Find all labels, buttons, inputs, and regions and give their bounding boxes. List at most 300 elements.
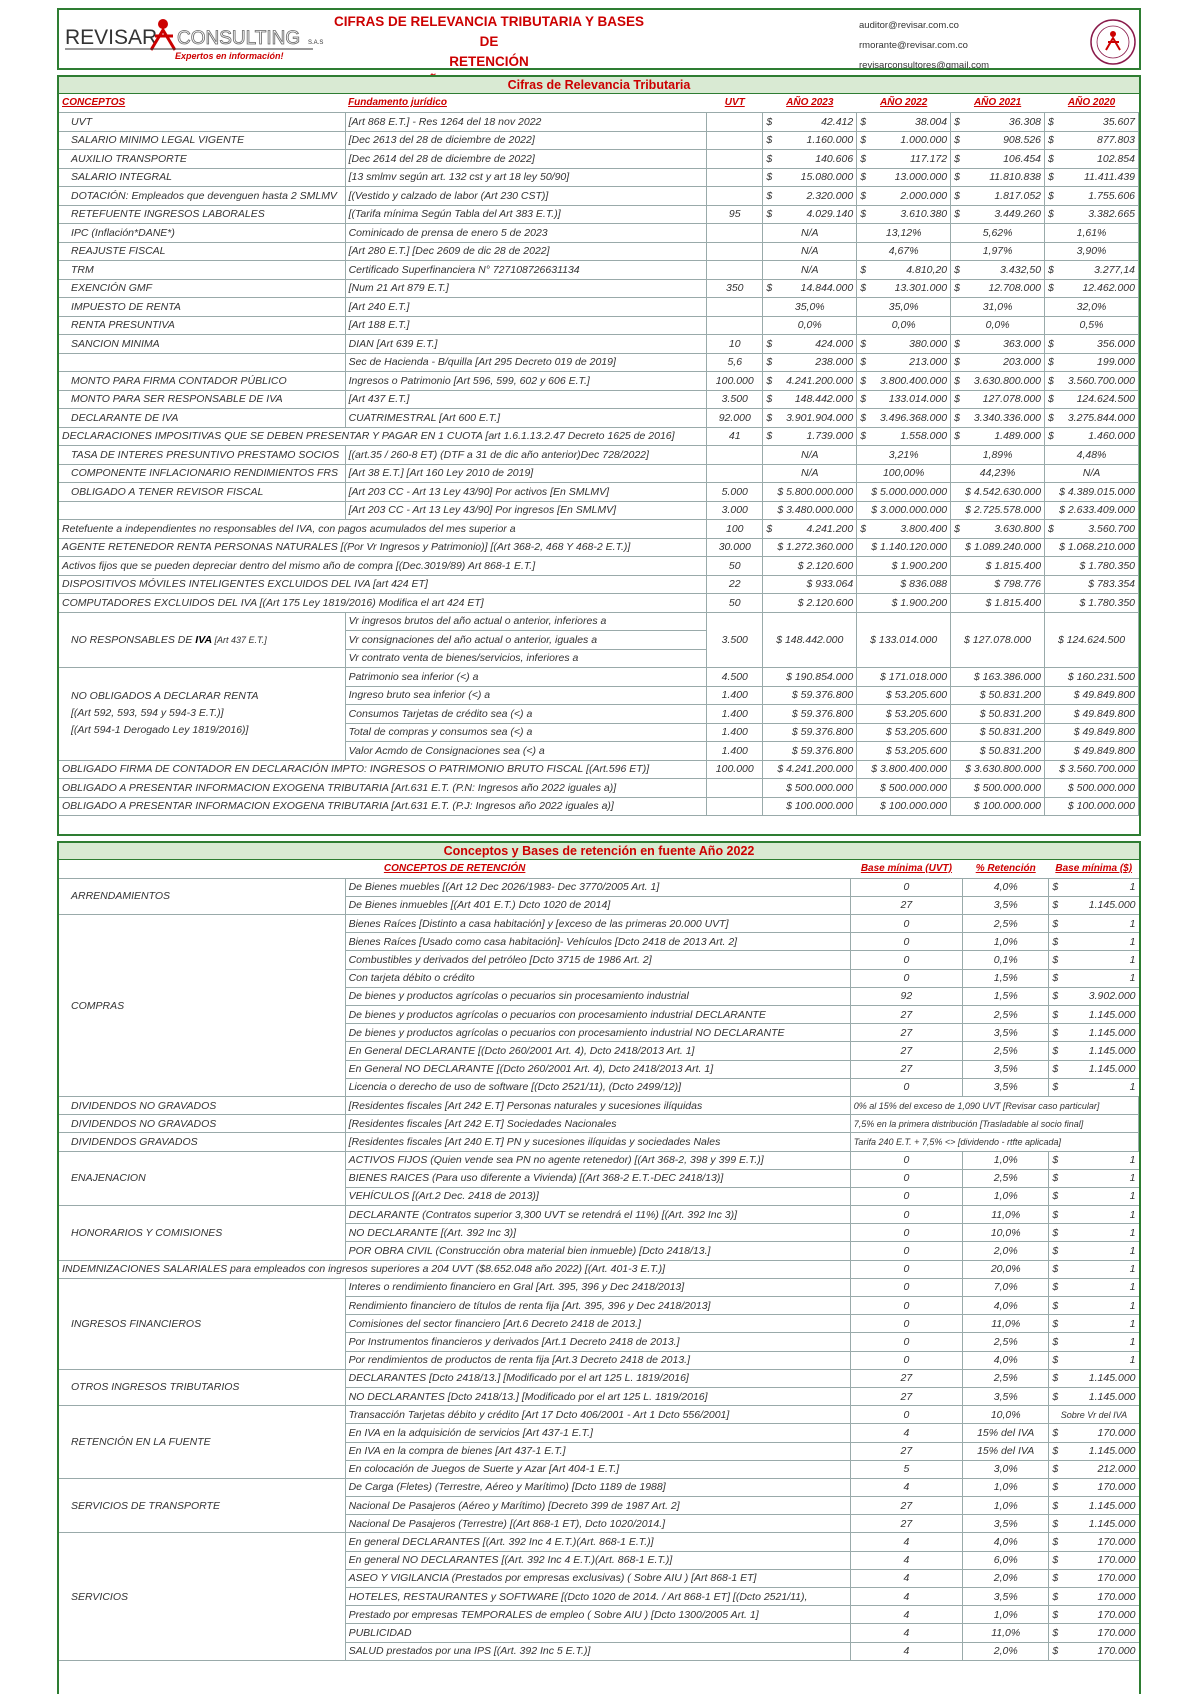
currency-symbol: $ [1052,1190,1059,1203]
base-uvt-cell: 0 [850,933,962,951]
base-pesos-cell [1049,1533,1139,1551]
year-value-cell [951,113,1045,132]
currency-symbol: $ [954,189,960,202]
base-uvt-cell: 0 [850,951,962,969]
table-row [59,205,1139,224]
table-row [59,446,1139,465]
uvt-cell: 92.000 [707,409,763,428]
currency-symbol: $ [1052,990,1059,1003]
section-cifras [57,75,1141,836]
year-value-cell: 3,90% [1045,242,1139,261]
currency-symbol: $ [1048,337,1054,350]
concept-cell: Retefuente a independientes no responsables del IVA, con pagos acumulados del mes superior a [59,520,707,539]
retention-concept-cell: Con tarjeta débito o crédito [345,969,850,987]
retention-rate-cell: 1,0% [963,1478,1049,1496]
concept-cell: SALARIO INTEGRAL [59,168,345,187]
year-value-cell: $ 1.140.120.000 [857,538,951,557]
year-value-cell: 0,5% [1045,316,1139,335]
cell-value: 1.145.000 [1088,1026,1136,1039]
retention-concept-cell: En general NO DECLARANTES [(Art. 392 Inc 4 E.T.)(Art. 868-1 E.T.)] [345,1551,850,1569]
currency-symbol: $ [1052,1554,1059,1567]
year-value-cell: $ 133.014.000 [857,612,951,668]
legal-basis-cell: [Art 38 E.T.] [Art 160 Ley 2010 de 2019] [345,464,707,483]
year-value-cell [763,187,857,206]
currency-symbol: $ [766,171,773,184]
cell-value: 4.241.200.000 [786,374,854,387]
base-uvt-cell: 4 [850,1533,962,1551]
concept-cell: DECLARACIONES IMPOSITIVAS QUE SE DEBEN PRESENTAR Y PAGAR EN 1 CUOTA [art 1.6.1.13.2.47 Decreto 1625 de 2016] [59,427,707,446]
uvt-cell [707,316,763,335]
column-header: Base mínima (UVT) [850,860,962,878]
retention-rate-cell: 10,0% [963,1406,1049,1424]
concept-cell: COMPUTADORES EXCLUIDOS DEL IVA [(Art 175 Ley 1819/2016) Modifica el art 424 ET] [59,594,707,613]
cell-value: 3.382.665 [1088,208,1135,221]
year-value-cell [951,205,1045,224]
year-value-cell: $ 4.389.015.000 [1045,483,1139,502]
retention-concept-cell: NO DECLARANTE [(Art. 392 Inc 3)] [345,1224,850,1242]
base-pesos-cell [1049,1060,1139,1078]
currency-symbol: $ [766,152,773,165]
base-uvt-cell: 27 [850,1024,962,1042]
retention-concept-cell: De bienes y productos agrícolas o pecuarios sin procesamiento industrial [345,987,850,1005]
cell-value: 1.145.000 [1088,1499,1136,1512]
currency-symbol: $ [1052,1154,1059,1167]
cell-value: 11.810.838 [989,171,1042,184]
table-row [59,390,1139,409]
retention-concept-cell: Rendimiento financiero de títulos de renta fija [Art. 395, 396 y Dec 2418/2013] [345,1297,850,1315]
year-value-cell: $ 124.624.500 [1045,612,1139,668]
year-value-cell: 0,0% [857,316,951,335]
year-value-cell: $ 4.542.630.000 [951,483,1045,502]
year-value-cell [951,261,1045,280]
cell-value: 148.442.000 [794,393,854,406]
currency-symbol: $ [1052,935,1059,948]
currency-symbol: $ [954,393,960,406]
year-value-cell [951,409,1045,428]
currency-symbol: $ [1052,1245,1059,1258]
table-row [59,501,1139,520]
concept-cell: RENTA PRESUNTIVA [59,316,345,335]
year-value-cell [857,279,951,298]
condition-cell: Patrimonio sea inferior (<) a [345,668,707,687]
currency-symbol: $ [1052,1081,1059,1094]
section-retencion-title: Conceptos y Bases de retención en fuente Año 2022 [59,843,1139,860]
table-row [59,150,1139,169]
year-value-cell [951,520,1045,539]
uvt-cell: 3.000 [707,501,763,520]
uvt-cell: 30.000 [707,538,763,557]
year-value-cell: $ 500.000.000 [1045,779,1139,798]
cell-value: 42.412 [821,115,854,128]
base-pesos-cell [1049,1169,1139,1187]
currency-symbol: $ [1048,208,1054,221]
base-pesos-cell [1049,1151,1139,1169]
column-header: UVT [707,94,763,113]
year-value-cell: 5,62% [951,224,1045,243]
table-row [59,335,1139,354]
year-value-cell: $ 53.205.600 [857,705,951,724]
uvt-cell [707,187,763,206]
year-value-cell [857,372,951,391]
cell-value: 13.000.000 [894,171,948,184]
year-value-cell [1045,113,1139,132]
legal-basis-cell: Certificado Superfinanciera N° 727108726631134 [345,261,707,280]
cell-value: 1 [1129,935,1136,948]
cell-value: 117.172 [909,152,948,165]
uvt-cell: 10 [707,335,763,354]
retention-rate-cell: 4,0% [963,1351,1049,1369]
currency-symbol: $ [766,134,773,147]
year-value-cell: 100,00% [857,464,951,483]
legal-basis-cell: [(Tarifa mínima Según Tabla del Art 383 E.T.)] [345,205,707,224]
concept-group-label: ENAJENACION [59,1151,345,1206]
year-value-cell: N/A [763,224,857,243]
contact-email-3[interactable]: revisarconsultores@gmail.com [859,60,990,71]
year-value-cell: $ 1.089.240.000 [951,538,1045,557]
table-row [59,1096,1139,1114]
year-value-cell: $ 1.900.200 [857,557,951,576]
currency-symbol: $ [766,337,773,350]
cell-value: 106.454 [1003,152,1042,165]
retention-rate-cell: 6,0% [963,1551,1049,1569]
table-row [59,298,1139,317]
year-value-cell: $ 933.064 [763,575,857,594]
year-value-cell: $ 2.120.600 [763,557,857,576]
base-uvt-cell: 0 [850,1224,962,1242]
year-value-cell: $ 53.205.600 [857,686,951,705]
year-value-cell: $ 783.354 [1045,575,1139,594]
currency-symbol: $ [766,393,773,406]
cell-value: 170.000 [1097,1426,1136,1439]
currency-symbol: $ [1052,1536,1059,1549]
base-uvt-cell: 0 [850,1078,962,1096]
currency-symbol: $ [860,522,867,535]
condition-cell: Total de compras y consumos sea (<) a [345,723,707,742]
cell-value: 1.145.000 [1088,1372,1136,1385]
year-value-cell [1045,131,1139,150]
currency-symbol: $ [766,411,773,424]
year-value-cell: $ 3.000.000.000 [857,501,951,520]
base-pesos-cell [1049,915,1139,933]
retencion-table [59,860,1139,1661]
cell-value: 199.000 [1097,356,1135,369]
cell-value: 1.817.052 [994,189,1042,202]
table-row [59,353,1139,372]
table-row [59,1115,1139,1133]
legal-basis-cell: [(art.35 / 260-8 ET) (DTF a 31 de dic año anterior)Dec 728/2022] [345,446,707,465]
year-value-cell: $ 2.633.409.000 [1045,501,1139,520]
cell-value: 1.145.000 [1088,1063,1136,1076]
retention-rate-cell: 3,5% [963,1060,1049,1078]
condition-cell: Consumos Tarjetas de crédito sea (<) a [345,705,707,724]
cell-value: 12.462.000 [1082,282,1135,295]
label-bold: IVA [195,633,213,646]
table-row [59,1533,1139,1551]
year-value-cell: 3,21% [857,446,951,465]
cell-value: 363.000 [1003,337,1042,350]
retention-rate-cell: 2,0% [963,1642,1049,1660]
table-row [59,1133,1139,1151]
retention-rate-cell: 1,0% [963,1151,1049,1169]
base-uvt-cell: 0 [850,969,962,987]
cell-value: 1 [1129,1263,1136,1276]
uvt-cell [707,224,763,243]
retention-concept-cell: Por Instrumentos financieros y derivados [Art.1 Decreto 2418 de 2013.] [345,1333,850,1351]
retention-note-cell: Tarifa 240 E.T. + 7,5% <> [dividendo - rtfte aplicada] [850,1133,1138,1151]
cell-value: 170.000 [1097,1608,1136,1621]
retention-concept-cell: DECLARANTE (Contratos superior 3,300 UVT se retendrá el 11%) [(Art. 392 Inc 3)] [345,1206,850,1224]
uvt-cell: 3.500 [707,612,763,668]
table-row [59,372,1139,391]
base-uvt-cell: 0 [850,1169,962,1187]
currency-symbol: $ [1048,356,1054,369]
year-value-cell: $ 1.780.350 [1045,557,1139,576]
cell-value: 1.160.000 [806,134,854,147]
currency-symbol: $ [1052,1463,1059,1476]
currency-symbol: $ [1052,1044,1059,1057]
year-value-cell [763,113,857,132]
currency-symbol: $ [1052,1626,1059,1639]
table-row [59,779,1139,798]
year-value-cell: $ 160.231.500 [1045,668,1139,687]
cell-value: 1.145.000 [1088,1445,1136,1458]
year-value-cell [1045,409,1139,428]
cell-value: 1 [1129,1190,1136,1203]
contact-email-1[interactable]: auditor@revisar.com.co [859,20,959,31]
retention-concept-cell: De Bienes muebles [(Art 12 Dec 2026/1983- Dec 3770/2005 Art. 1] [345,878,850,896]
cell-value: 4.029.140 [806,208,854,221]
base-pesos-cell [1049,1606,1139,1624]
currency-symbol: $ [1052,899,1059,912]
uvt-cell: 5,6 [707,353,763,372]
legal-basis-cell: [Num 21 Art 879 E.T.] [345,279,707,298]
retention-rate-cell: 7,0% [963,1278,1049,1296]
currency-symbol: $ [1052,1517,1059,1530]
retention-rate-cell: 15% del IVA [963,1424,1049,1442]
currency-symbol: $ [860,337,867,350]
legal-basis-cell: [(Vestido y calzado de labor (Art 230 CST)] [345,187,707,206]
cell-value: 877.803 [1097,134,1135,147]
base-uvt-cell: 27 [850,1042,962,1060]
contact-email-2[interactable]: rmorante@revisar.com.co [859,40,968,51]
currency-symbol: $ [1052,1608,1059,1621]
column-header: Base mínima ($) [1049,860,1139,878]
retention-concept-cell: Combustibles y derivados del petróleo [Dcto 3715 de 1986 Art. 2] [345,951,850,969]
retention-concept-cell: Nacional De Pasajeros (Aéreo y Marítimo) [Decreto 399 de 1987 Art. 2] [345,1497,850,1515]
year-value-cell [763,372,857,391]
year-value-cell: $ 163.386.000 [951,668,1045,687]
retention-rate-cell: 11,0% [963,1315,1049,1333]
table-row [59,878,1139,896]
table-row [59,427,1139,446]
cell-value: 424.000 [815,337,854,350]
cell-value: 356.000 [1097,337,1135,350]
year-value-cell: $ 3.480.000.000 [763,501,857,520]
year-value-cell [763,131,857,150]
cell-value: 238.000 [815,356,854,369]
currency-symbol: $ [860,356,867,369]
concept-cell: AGENTE RETENEDOR RENTA PERSONAS NATURALES [(Por Vr Ingresos y Patrimonio)] [(Art 368-2, 468 Y 468-2 E.T.)] [59,538,707,557]
cell-value: 203.000 [1003,356,1042,369]
retention-rate-cell: 15% del IVA [963,1442,1049,1460]
currency-symbol: $ [954,374,960,387]
currency-symbol: $ [954,208,960,221]
currency-symbol: $ [1052,1281,1059,1294]
year-value-cell: 4,67% [857,242,951,261]
base-pesos-cell [1049,1206,1139,1224]
currency-symbol: $ [860,189,867,202]
year-value-cell: $ 3.800.400.000 [857,760,951,779]
cell-value: 212.000 [1097,1463,1136,1476]
no-responsables-row [59,612,1139,631]
base-uvt-cell: 0 [850,1260,962,1278]
uvt-cell: 1.400 [707,705,763,724]
currency-symbol: $ [1052,1354,1059,1367]
base-uvt-cell: 27 [850,1497,962,1515]
concept-group-label: INGRESOS FINANCIEROS [59,1278,345,1369]
retention-rate-cell: 3,5% [963,1387,1049,1405]
currency-symbol: $ [1052,1481,1059,1494]
currency-symbol: $ [954,134,960,147]
retention-rate-cell: 2,5% [963,1369,1049,1387]
year-value-cell [857,390,951,409]
table-row [59,168,1139,187]
currency-symbol: $ [1052,1172,1059,1185]
retention-concept-cell: De bienes y productos agrícolas o pecuarios con procesamiento industrial DECLARANTE [345,1006,850,1024]
year-value-cell [857,205,951,224]
cell-value: 140.606 [815,152,854,165]
year-value-cell: $ 100.000.000 [857,797,951,816]
year-value-cell [1045,427,1139,446]
retention-concept-cell: En General NO DECLARANTE [(Dcto 260/2001 Art. 4), Dcto 2418/2013 Art. 1] [345,1060,850,1078]
svg-text:CONSULTING: CONSULTING [177,28,301,49]
year-value-cell [857,150,951,169]
currency-symbol: $ [1052,1008,1059,1021]
year-value-cell [857,261,951,280]
table-row [59,797,1139,816]
cell-value: 3.496.368.000 [879,411,948,424]
cell-value: 4.241.200 [806,522,854,535]
year-value-cell: 32,0% [1045,298,1139,317]
year-value-cell: $ 2.725.578.000 [951,501,1045,520]
currency-symbol: $ [766,282,773,295]
retention-concept-cell: BIENES RAICES (Para uso diferente a Vivienda) [(Art 368-2 E.T.-DEC 2418/13)] [345,1169,850,1187]
cell-value: 124.624.500 [1076,393,1135,406]
concept-cell: SALARIO MINIMO LEGAL VIGENTE [59,131,345,150]
year-value-cell: $ 53.205.600 [857,742,951,761]
uvt-cell: 4.500 [707,668,763,687]
concept-group-label: COMPRAS [59,915,345,1097]
legal-basis-cell: [Art 188 E.T.] [345,316,707,335]
retention-rate-cell: 10,0% [963,1224,1049,1242]
currency-symbol: $ [954,171,960,184]
uvt-cell: 1.400 [707,723,763,742]
svg-text:S.A.S: S.A.S [308,40,324,46]
year-value-cell: $ 1.815.400 [951,594,1045,613]
uvt-cell [707,446,763,465]
retention-rate-cell: 1,0% [963,1187,1049,1205]
retention-concept-cell: En general DECLARANTES [(Art. 392 Inc 4 E.T.)(Art. 868-1 E.T.)] [345,1533,850,1551]
legal-basis-cell: [Art 868 E.T.] - Res 1264 del 18 nov 2022 [345,113,707,132]
year-value-cell [857,131,951,150]
currency-symbol: $ [1048,522,1054,535]
concept-cell: REAJUSTE FISCAL [59,242,345,261]
base-pesos-cell [1049,1424,1139,1442]
currency-symbol: $ [766,374,773,387]
base-uvt-cell: 0 [850,1206,962,1224]
cell-value: 102.854 [1097,152,1135,165]
title-line-2: RETENCIÓN [449,54,529,69]
currency-symbol: $ [954,337,960,350]
year-value-cell: $ 500.000.000 [951,779,1045,798]
currency-symbol: $ [1052,972,1059,985]
base-pesos-cell [1049,951,1139,969]
label-line: [(Art 594-1 Derogado Ley 1819/2016)] [71,724,249,737]
currency-symbol: $ [954,152,960,165]
table-row [59,760,1139,779]
currency-symbol: $ [766,430,773,443]
year-value-cell: $ 5.000.000.000 [857,483,951,502]
currency-symbol: $ [1048,282,1054,295]
table-row [59,113,1139,132]
base-uvt-cell: 4 [850,1478,962,1496]
currency-symbol: $ [766,208,773,221]
retention-rate-cell: 11,0% [963,1206,1049,1224]
column-header: AÑO 2021 [951,94,1045,113]
retention-concept-cell: SALUD prestados por una IPS [(Art. 392 Inc 5 E.T.)] [345,1642,850,1660]
cell-value: 1 [1129,1172,1136,1185]
base-pesos-cell [1049,1515,1139,1533]
year-value-cell: N/A [1045,464,1139,483]
base-pesos-cell [1049,1333,1139,1351]
year-value-cell [857,520,951,539]
concept-cell: OBLIGADO A PRESENTAR INFORMACION EXOGENA TRIBUTARIA [Art.631 E.T. (P.N: Ingresos año 2022 iguales a)] [59,779,707,798]
cell-value: 3.901.904.000 [786,411,854,424]
condition-cell: Vr ingresos brutos del año actual o anterior, inferiores a [345,612,707,631]
cell-value: 1 [1129,881,1136,894]
retention-rate-cell: 2,0% [963,1242,1049,1260]
uvt-cell: 100 [707,520,763,539]
cell-value: 1 [1129,972,1136,985]
cell-value: 11.411.439 [1084,171,1135,184]
uvt-cell [707,131,763,150]
concept-group-label: SERVICIOS DE TRANSPORTE [59,1478,345,1533]
table-row [59,261,1139,280]
base-uvt-cell: 27 [850,1442,962,1460]
concept-cell [59,501,345,520]
retention-rate-cell: 2,0% [963,1569,1049,1587]
uvt-cell: 5.000 [707,483,763,502]
retention-concept-cell: HOTELES, RESTAURANTES y SOFTWARE [(Dcto 1020 de 2014. / Art 868-1 ET] [(Dcto 2521/11), [345,1588,850,1606]
cell-value: 13.301.000 [894,282,948,295]
year-value-cell [951,427,1045,446]
year-value-cell: $ 50.831.200 [951,742,1045,761]
year-value-cell [763,205,857,224]
retention-rate-cell: 3,5% [963,1515,1049,1533]
legal-basis-cell: [Art 203 CC - Art 13 Ley 43/90] Por ingresos [En SMLMV] [345,501,707,520]
cell-value: 908.526 [1003,134,1042,147]
year-value-cell [857,113,951,132]
currency-symbol: $ [1048,189,1054,202]
year-value-cell [1045,335,1139,354]
base-pesos-cell [1049,969,1139,987]
concept-cell: DOTACIÓN: Empleados que devenguen hasta 2 SMLMV [59,187,345,206]
uvt-cell: 1.400 [707,686,763,705]
uvt-cell: 95 [707,205,763,224]
currency-symbol: $ [1052,1390,1059,1403]
year-value-cell: $ 50.831.200 [951,686,1045,705]
concept-cell: TASA DE INTERES PRESUNTIVO PRESTAMO SOCIOS [59,446,345,465]
